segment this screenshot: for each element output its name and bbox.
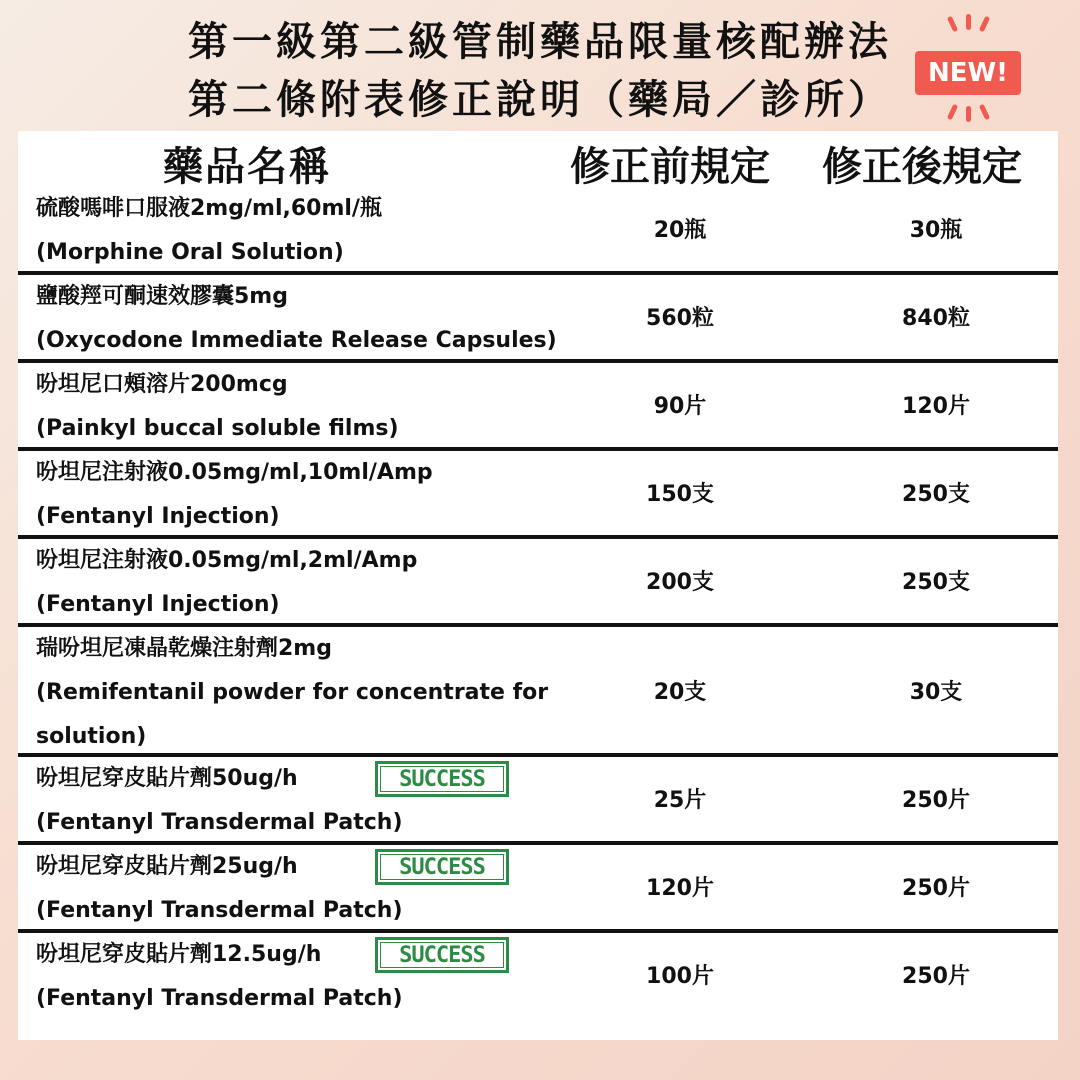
burst-ray-icon xyxy=(966,106,971,122)
success-stamp-label: SUCCESS xyxy=(380,766,504,792)
burst-ray-icon xyxy=(947,16,958,33)
table-row xyxy=(18,187,1058,275)
burst-ray-icon xyxy=(947,104,958,121)
drug-name: 吩坦尼穿皮貼片劑50ug/h xyxy=(36,766,298,791)
table-row xyxy=(18,845,1058,933)
success-stamp-label: SUCCESS xyxy=(380,854,504,880)
after-quantity: 120片 xyxy=(902,394,970,419)
after-quantity: 250支 xyxy=(902,482,970,507)
before-quantity: 20瓶 xyxy=(653,218,707,243)
header-drug-name: 藥品名稱 xyxy=(163,144,331,190)
drug-name-english: (Fentanyl Injection) xyxy=(36,592,280,617)
before-quantity: 25片 xyxy=(653,788,707,813)
table-row xyxy=(18,757,1058,845)
after-quantity: 250片 xyxy=(902,788,970,813)
success-stamp xyxy=(375,937,509,973)
table-row xyxy=(18,627,1058,757)
table-row xyxy=(18,933,1058,1033)
drug-name: 吩坦尼口頰溶片200mcg xyxy=(36,372,288,397)
drug-name-english: (Oxycodone Immediate Release Capsules) xyxy=(36,328,557,353)
new-badge-label: NEW! xyxy=(915,51,1021,95)
before-quantity: 200支 xyxy=(646,570,714,595)
burst-ray-icon xyxy=(979,104,990,121)
new-badge xyxy=(903,14,1043,124)
table-row xyxy=(18,539,1058,627)
drug-name: 吩坦尼穿皮貼片劑25ug/h xyxy=(36,854,298,879)
before-quantity: 150支 xyxy=(646,482,714,507)
success-stamp-label: SUCCESS xyxy=(380,942,504,968)
after-quantity: 840粒 xyxy=(902,306,970,331)
comparison-table xyxy=(18,131,1058,1040)
after-quantity: 250片 xyxy=(902,964,970,989)
before-quantity: 90片 xyxy=(653,394,707,419)
drug-name-english: (Fentanyl Transdermal Patch) xyxy=(36,810,403,835)
burst-ray-icon xyxy=(979,16,990,33)
page-title-line-2: 第二條附表修正說明（藥局／診所） xyxy=(188,77,892,123)
after-quantity: 30支 xyxy=(909,680,963,705)
drug-name: 瑞吩坦尼凍晶乾燥注射劑2mg xyxy=(36,636,332,661)
drug-name-english: (Morphine Oral Solution) xyxy=(36,240,344,265)
drug-name: 吩坦尼穿皮貼片劑12.5ug/h xyxy=(36,942,322,967)
header-after: 修正後規定 xyxy=(822,144,1022,190)
before-quantity: 560粒 xyxy=(646,306,714,331)
table-row xyxy=(18,363,1058,451)
drug-name-english: (Painkyl buccal soluble films) xyxy=(36,416,399,441)
drug-name-english: solution) xyxy=(36,724,147,749)
drug-name: 鹽酸羥可酮速效膠囊5mg xyxy=(36,284,288,309)
after-quantity: 250片 xyxy=(902,876,970,901)
before-quantity: 120片 xyxy=(646,876,714,901)
drug-name: 吩坦尼注射液0.05mg/ml,2ml/Amp xyxy=(36,548,418,573)
drug-name-english: (Fentanyl Injection) xyxy=(36,504,280,529)
table-row xyxy=(18,275,1058,363)
burst-ray-icon xyxy=(966,14,971,30)
table-row xyxy=(18,451,1058,539)
after-quantity: 250支 xyxy=(902,570,970,595)
header-before: 修正前規定 xyxy=(570,144,770,190)
drug-name-english: (Fentanyl Transdermal Patch) xyxy=(36,898,403,923)
before-quantity: 100片 xyxy=(646,964,714,989)
success-stamp xyxy=(375,849,509,885)
drug-name-english: (Fentanyl Transdermal Patch) xyxy=(36,986,403,1011)
drug-name-english: (Remifentanil powder for concentrate for xyxy=(36,680,549,705)
success-stamp xyxy=(375,761,509,797)
page-title-line-1: 第一級第二級管制藥品限量核配辦法 xyxy=(188,19,892,65)
drug-name: 吩坦尼注射液0.05mg/ml,10ml/Amp xyxy=(36,460,433,485)
after-quantity: 30瓶 xyxy=(909,218,963,243)
before-quantity: 20支 xyxy=(653,680,707,705)
drug-name: 硫酸嗎啡口服液2mg/ml,60ml/瓶 xyxy=(36,196,382,221)
